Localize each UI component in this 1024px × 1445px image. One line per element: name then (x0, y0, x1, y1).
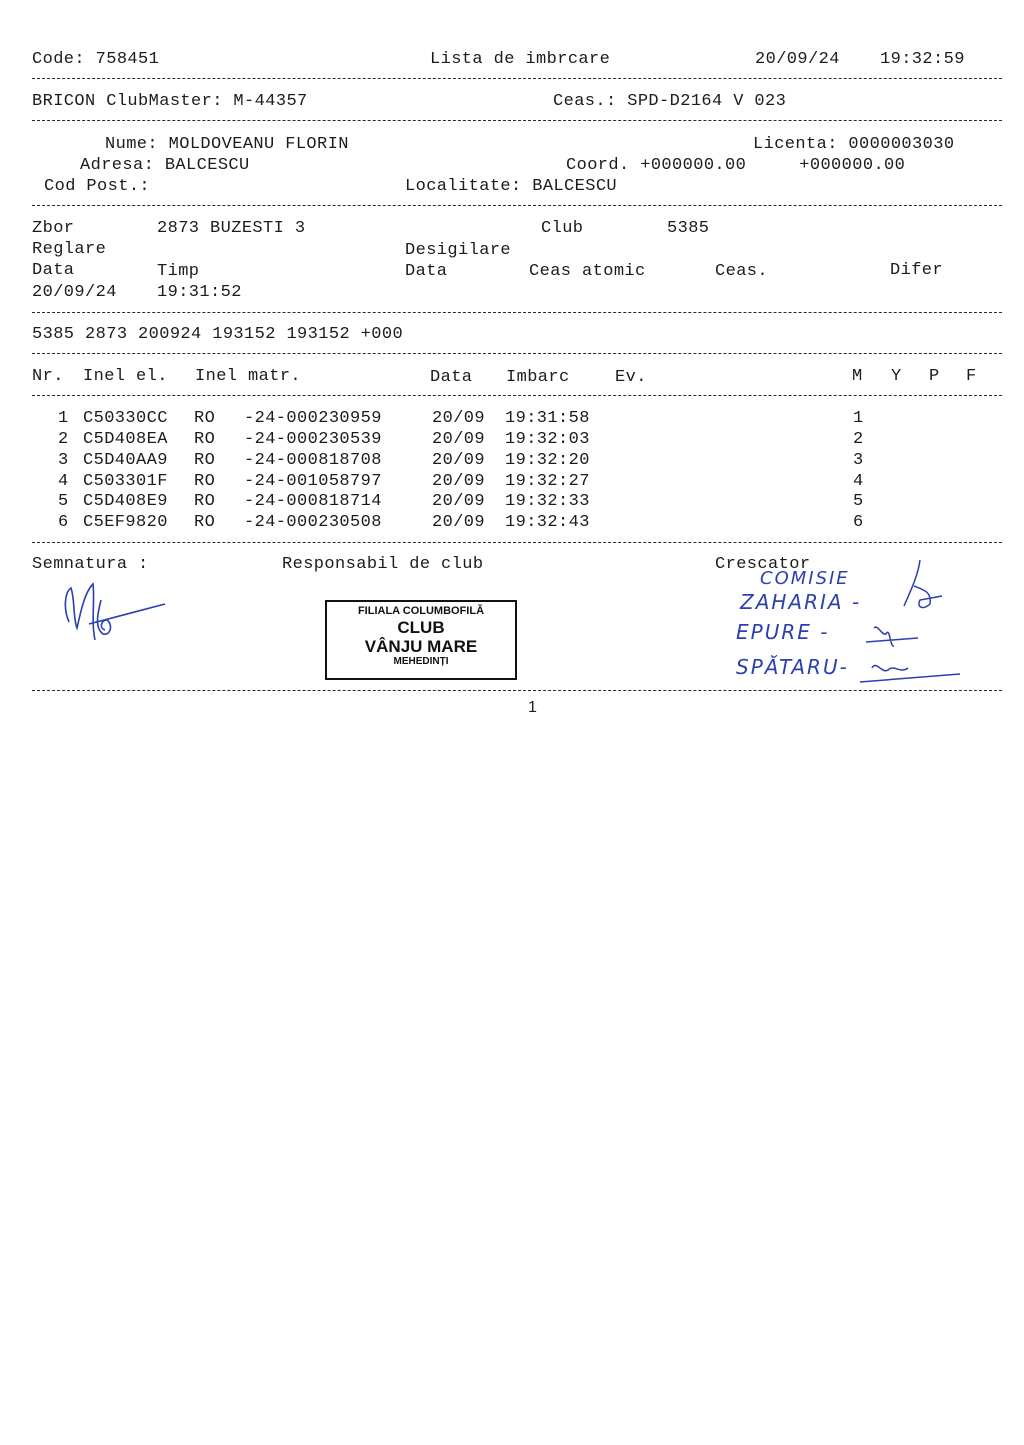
signature-label: Semnatura : (32, 555, 149, 574)
stamp-line-2: CLUB (397, 618, 445, 637)
row-m: 4 (853, 472, 864, 491)
owner-license: Licenta: 0000003030 (753, 135, 955, 154)
document-code: Code: 758451 (32, 50, 160, 69)
row-inel: C50330CC (83, 409, 168, 428)
col-imbarc: Imbarc (506, 368, 570, 387)
row-matr: -24-000230508 (244, 513, 382, 532)
page-number: 1 (528, 699, 537, 716)
postal-code-label: Cod Post.: (44, 177, 151, 196)
handwritten-spataru: SPĂTARU- (736, 655, 849, 679)
row-date: 20/09 (432, 472, 486, 491)
col-f: F (966, 367, 977, 386)
row-country: RO (194, 430, 216, 449)
difer-label: Difer (890, 261, 944, 280)
row-matr: -24-000230959 (244, 409, 382, 428)
row-nr: 4 (58, 472, 69, 491)
row-date: 20/09 (432, 492, 486, 511)
row-m: 2 (853, 430, 864, 449)
data-label-2: Data (405, 262, 448, 281)
row-matr: -24-001058797 (244, 472, 382, 491)
owner-address: Adresa: BALCESCU (80, 156, 250, 175)
document-title: Lista de imbrcare (430, 50, 611, 69)
row-country: RO (194, 472, 216, 491)
timp-label: Timp (157, 262, 200, 281)
row-inel: C5D408EA (83, 430, 168, 449)
row-inel: C503301F (83, 472, 168, 491)
club-responsible-label: Responsabil de club (282, 555, 484, 574)
row-date: 20/09 (432, 513, 486, 532)
row-country: RO (194, 513, 216, 532)
row-m: 6 (853, 513, 864, 532)
device-model: BRICON ClubMaster: M-44357 (32, 92, 308, 111)
row-time: 19:32:33 (505, 492, 590, 511)
club-value: 5385 (667, 219, 710, 238)
owner-coordinates: Coord. +000000.00 +000000.00 (566, 156, 906, 175)
desigilare-label: Desigilare (405, 241, 512, 260)
row-time: 19:32:43 (505, 513, 590, 532)
owner-signature (55, 570, 175, 660)
club-stamp (325, 600, 517, 680)
row-m: 3 (853, 451, 864, 470)
col-nr: Nr. (32, 367, 64, 386)
data-label: Data (32, 261, 75, 280)
row-inel: C5D408E9 (83, 492, 168, 511)
breeder-label: Crescator (715, 555, 811, 574)
divider (32, 353, 1002, 354)
row-date: 20/09 (432, 451, 486, 470)
divider (32, 312, 1002, 313)
committee-initials (860, 556, 970, 706)
print-date: 20/09/24 (755, 50, 840, 69)
owner-name: Nume: MOLDOVEANU FLORIN (105, 135, 349, 154)
zbor-value: 2873 BUZESTI 3 (157, 219, 306, 238)
divider (32, 690, 1002, 691)
ceas-label: Ceas. (715, 262, 769, 281)
row-time: 19:32:03 (505, 430, 590, 449)
zbor-label: Zbor (32, 219, 75, 238)
reglare-date: 20/09/24 (32, 283, 117, 302)
handwritten-epure: EPURE - (736, 620, 830, 644)
row-m: 5 (853, 492, 864, 511)
row-nr: 1 (58, 409, 69, 428)
row-time: 19:32:27 (505, 472, 590, 491)
reglare-label: Reglare (32, 240, 107, 259)
col-ev: Ev. (615, 368, 647, 387)
col-m: M (852, 367, 863, 386)
row-country: RO (194, 409, 216, 428)
row-nr: 5 (58, 492, 69, 511)
row-m: 1 (853, 409, 864, 428)
print-time: 19:32:59 (880, 50, 965, 69)
row-nr: 6 (58, 513, 69, 532)
col-data: Data (430, 368, 473, 387)
divider (32, 78, 1002, 79)
row-matr: -24-000818708 (244, 451, 382, 470)
col-y: Y (891, 367, 902, 386)
divider (32, 205, 1002, 206)
row-date: 20/09 (432, 430, 486, 449)
row-nr: 2 (58, 430, 69, 449)
divider (32, 120, 1002, 121)
handwritten-comisie: COMISIE (760, 568, 850, 589)
reglare-time: 19:31:52 (157, 283, 242, 302)
clock-model: Ceas.: SPD-D2164 V 023 (553, 92, 787, 111)
divider (32, 542, 1002, 543)
row-inel: C5D40AA9 (83, 451, 168, 470)
col-inel-el: Inel el. (83, 367, 168, 386)
row-time: 19:32:20 (505, 451, 590, 470)
col-inel-matr: Inel matr. (195, 367, 302, 386)
stamp-line-4: MEHEDINȚI (393, 656, 449, 667)
row-date: 20/09 (432, 409, 486, 428)
ceas-atomic-label: Ceas atomic (529, 262, 646, 281)
row-time: 19:31:58 (505, 409, 590, 428)
row-country: RO (194, 451, 216, 470)
handwritten-zaharia: ZAHARIA - (740, 590, 862, 614)
owner-locality: Localitate: BALCESCU (405, 177, 618, 196)
stamp-line-3: VÂNJU MARE (364, 637, 478, 656)
stamp-line-1: FILIALA COLUMBOFILĂ (357, 605, 485, 617)
row-matr: -24-000818714 (244, 492, 382, 511)
col-p: P (929, 367, 940, 386)
row-inel: C5EF9820 (83, 513, 168, 532)
row-nr: 3 (58, 451, 69, 470)
row-country: RO (194, 492, 216, 511)
summary-line: 5385 2873 200924 193152 193152 +000 (32, 325, 404, 344)
club-label: Club (541, 219, 584, 238)
divider (32, 395, 1002, 396)
row-matr: -24-000230539 (244, 430, 382, 449)
